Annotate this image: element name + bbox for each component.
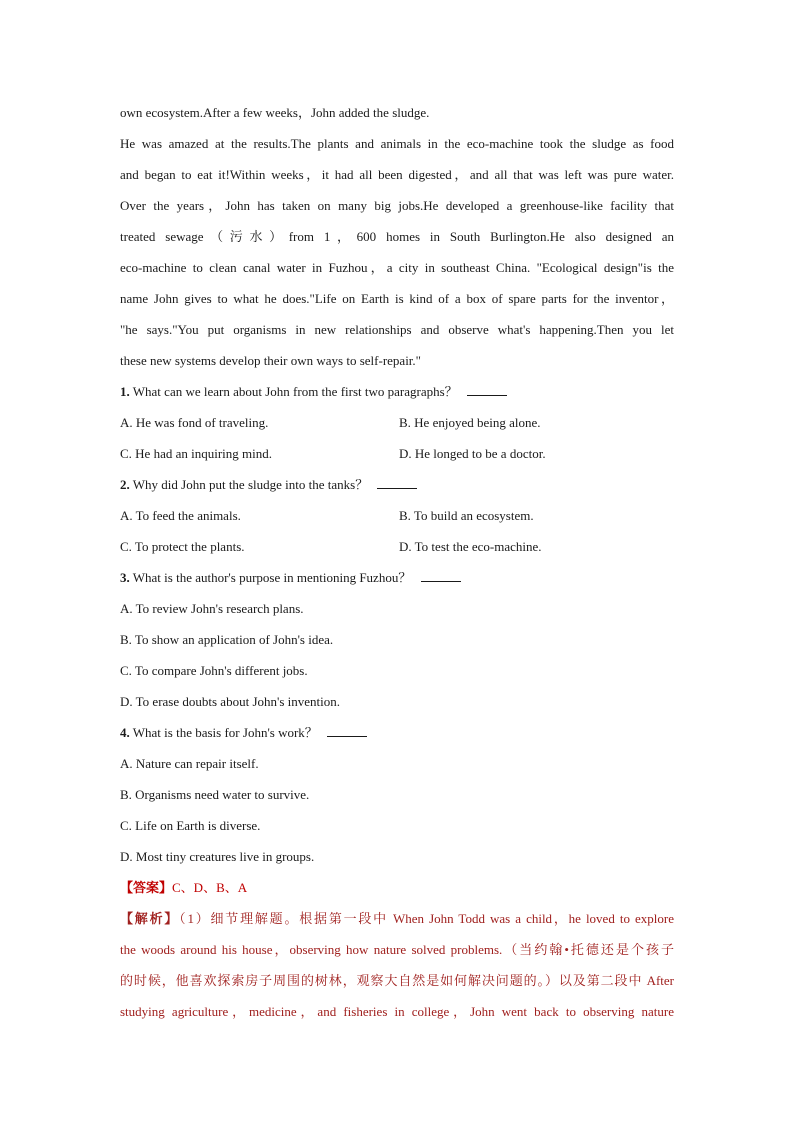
question-2 [120, 469, 674, 562]
question-text: Why did John put the sludge into the tanks？ [132, 477, 369, 492]
passage-line: name John gives to what he does."Life on Earth is kind of a box of spare parts for the inventor， [120, 291, 674, 306]
option-d: D. To test the eco-machine. [399, 539, 542, 554]
passage-line: eco-machine to clean canal water in Fuzhou，a city in southeast China. "Ecological design"is the [120, 260, 674, 275]
question-stem [120, 562, 674, 593]
option-a: A. Nature can repair itself. [120, 756, 259, 771]
question-text: What is the basis for John's work？ [132, 725, 318, 740]
passage-line: own ecosystem.After a few weeks，John added the sludge. [120, 105, 430, 120]
question-4 [120, 717, 674, 872]
question-1 [120, 376, 674, 469]
analysis-text: （1）细节理解题。根据第一段中 When John Todd was a child，he loved to explore [179, 911, 674, 926]
option-row [120, 531, 674, 562]
answer-blank [377, 476, 417, 489]
option-d: D. To erase doubts about John's invention. [120, 694, 341, 709]
option-a: A. He was fond of traveling. [120, 415, 269, 430]
option-a: A. To feed the animals. [120, 508, 241, 523]
reading-passage [120, 97, 674, 376]
analysis-line [120, 903, 674, 934]
question-number: 2. [120, 477, 130, 492]
option-row [120, 407, 674, 438]
question-stem [120, 469, 674, 500]
option-b: B. He enjoyed being alone. [399, 415, 541, 430]
answer-blank [421, 569, 461, 582]
option-d: D. He longed to be a doctor. [399, 446, 546, 461]
option-row [120, 438, 674, 469]
question-stem [120, 717, 674, 748]
analysis-line: the woods around his house，observing how nature solved problems.（当约翰•托德还是个孩子 [120, 942, 674, 957]
analysis-line: studying agriculture，medicine，and fisheries in college，John went back to observing nature [120, 1004, 674, 1019]
question-text: What can we learn about John from the first two paragraphs？ [132, 384, 458, 399]
question-number: 1. [120, 384, 130, 399]
question-stem [120, 376, 674, 407]
analysis-line: 的时候，他喜欢探索房子周围的树林，观察大自然是如何解决问题的。）以及第二段中 After [120, 973, 674, 988]
passage-line: treated sewage（污水）from 1，600 homes in South Burlington.He also designed an [120, 229, 674, 244]
question-text: What is the author's purpose in mentioning Fuzhou？ [132, 570, 412, 585]
option-c: C. Life on Earth is diverse. [120, 818, 261, 833]
option-d: D. Most tiny creatures live in groups. [120, 849, 315, 864]
passage-line: "he says."You put organisms in new relationships and observe what's happening.Then you let [120, 322, 674, 337]
passage-line: He was amazed at the results.The plants and animals in the eco-machine took the sludge as food [120, 136, 674, 151]
passage-line: Over the years，John has taken on many big jobs.He developed a greenhouse-like facility that [120, 198, 674, 213]
option-c: C. He had an inquiring mind. [120, 446, 273, 461]
option-a: A. To review John's research plans. [120, 601, 304, 616]
option-b: B. Organisms need water to survive. [120, 787, 310, 802]
passage-line: these new systems develop their own ways to self-repair." [120, 353, 421, 368]
passage-line: and began to eat it!Within weeks，it had all been digested，and all that was left was pure water. [120, 167, 674, 182]
option-c: C. To protect the plants. [120, 539, 245, 554]
analysis-label: 【解析】 [120, 911, 180, 926]
answer-value: C、D、B、A [172, 880, 248, 895]
question-number: 4. [120, 725, 130, 740]
option-row [120, 500, 674, 531]
answer-section [120, 872, 674, 903]
answer-blank [327, 724, 367, 737]
analysis-section [120, 903, 674, 1027]
question-3 [120, 562, 674, 717]
option-b: B. To build an ecosystem. [399, 508, 534, 523]
question-number: 3. [120, 570, 130, 585]
answer-label: 【答案】 [120, 880, 173, 895]
answer-blank [467, 383, 507, 396]
option-c: C. To compare John's different jobs. [120, 663, 308, 678]
page-content [120, 97, 674, 1027]
option-b: B. To show an application of John's idea. [120, 632, 334, 647]
